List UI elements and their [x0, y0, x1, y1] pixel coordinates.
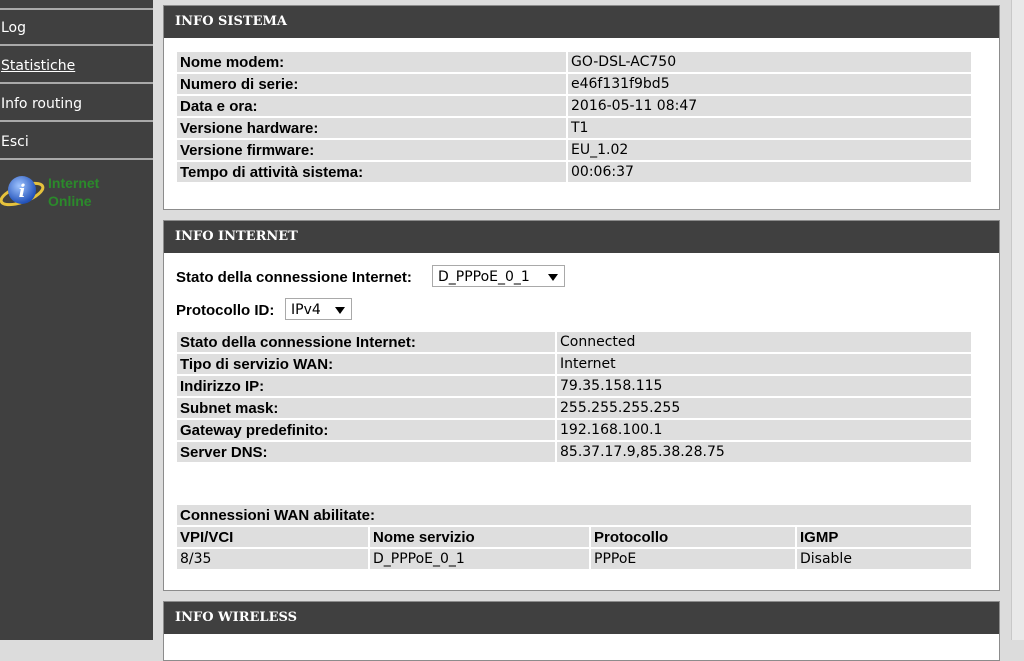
table-row: [177, 354, 971, 374]
row-value: 192.168.100.1: [557, 420, 971, 440]
row-label: Data e ora:: [177, 96, 566, 116]
table-row: [177, 398, 971, 418]
row-value: Connected: [557, 332, 971, 352]
row-value: e46f131f9bd5: [568, 74, 971, 94]
column-header: Protocollo: [591, 527, 795, 547]
row-label: Subnet mask:: [177, 398, 555, 418]
sidebar-item-label: Statistiche: [1, 58, 76, 74]
sidebar: [0, 0, 153, 640]
row-label: Stato della connessione Internet:: [177, 332, 555, 352]
wan-title: Connessioni WAN abilitate:: [177, 505, 971, 525]
row-label: Gateway predefinito:: [177, 420, 555, 440]
table-cell: 8/35: [177, 549, 368, 569]
table-cell: PPPoE: [591, 549, 795, 569]
row-value: 00:06:37: [568, 162, 971, 182]
internet-status: [48, 174, 99, 210]
table-row: [177, 140, 971, 160]
row-value: 79.35.158.115: [557, 376, 971, 396]
table-row: [177, 332, 971, 352]
panel-title: INFO INTERNET: [164, 221, 999, 253]
table-row: [177, 162, 971, 182]
status-line-2: Online: [48, 193, 92, 209]
sidebar-item-label: Info routing: [1, 96, 82, 112]
column-header: Nome servizio: [370, 527, 589, 547]
table-cell: D_PPPoE_0_1: [370, 549, 589, 569]
row-label: Numero di serie:: [177, 74, 566, 94]
chevron-down-icon: [335, 307, 345, 314]
sidebar-item-label: Esci: [1, 134, 29, 150]
row-value: 255.255.255.255: [557, 398, 971, 418]
table-row: [177, 505, 971, 525]
row-value: Internet: [557, 354, 971, 374]
connection-select[interactable]: [432, 265, 565, 287]
protocol-select-value: IPv4: [291, 302, 321, 318]
row-value: GO-DSL-AC750: [568, 52, 971, 72]
table-header-row: [177, 527, 971, 547]
table-row: [177, 74, 971, 94]
sidebar-item-label: Log: [1, 20, 27, 36]
panel-title: INFO SISTEMA: [164, 6, 999, 38]
table-row: [177, 549, 971, 569]
info-globe-icon: [0, 170, 48, 212]
row-label: Server DNS:: [177, 442, 555, 462]
table-row: [177, 118, 971, 138]
info-sistema-table: [175, 50, 973, 184]
chevron-down-icon: [548, 274, 558, 281]
sidebar-item-info-routing[interactable]: [0, 86, 153, 122]
protocol-select[interactable]: [285, 298, 352, 320]
column-header: IGMP: [797, 527, 971, 547]
row-value: T1: [568, 118, 971, 138]
row-label: Nome modem:: [177, 52, 566, 72]
table-row: [177, 442, 971, 462]
protocol-select-label: Protocollo ID:: [176, 302, 275, 319]
row-value: 2016-05-11 08:47: [568, 96, 971, 116]
column-header: VPI/VCI: [177, 527, 368, 547]
row-label: Tipo di servizio WAN:: [177, 354, 555, 374]
connection-select-value: D_PPPoE_0_1: [438, 269, 530, 285]
status-line-1: Internet: [48, 175, 100, 191]
sidebar-item-esci[interactable]: [0, 124, 153, 160]
panel-info-sistema: [163, 5, 1000, 210]
table-row: [177, 52, 971, 72]
row-label: Tempo di attività sistema:: [177, 162, 566, 182]
info-internet-table: [175, 330, 973, 464]
row-label: Versione hardware:: [177, 118, 566, 138]
svg-text:i: i: [18, 181, 26, 202]
panel-info-internet: [163, 220, 1000, 591]
table-row: [177, 420, 971, 440]
sidebar-item-log[interactable]: [0, 10, 153, 46]
row-label: Versione firmware:: [177, 140, 566, 160]
row-value: EU_1.02: [568, 140, 971, 160]
panel-title: INFO WIRELESS: [164, 602, 999, 634]
row-value: 85.37.17.9,85.38.28.75: [557, 442, 971, 462]
connection-select-label: Stato della connessione Internet:: [176, 269, 412, 286]
table-row: [177, 376, 971, 396]
main-content: [153, 0, 1011, 640]
wan-connections-table: [175, 503, 973, 571]
panel-info-wireless: [163, 601, 1000, 661]
table-cell: Disable: [797, 549, 971, 569]
row-label: Indirizzo IP:: [177, 376, 555, 396]
sidebar-item-statistiche[interactable]: [0, 48, 153, 84]
table-row: [177, 96, 971, 116]
window-scrollbar[interactable]: [1011, 0, 1024, 640]
